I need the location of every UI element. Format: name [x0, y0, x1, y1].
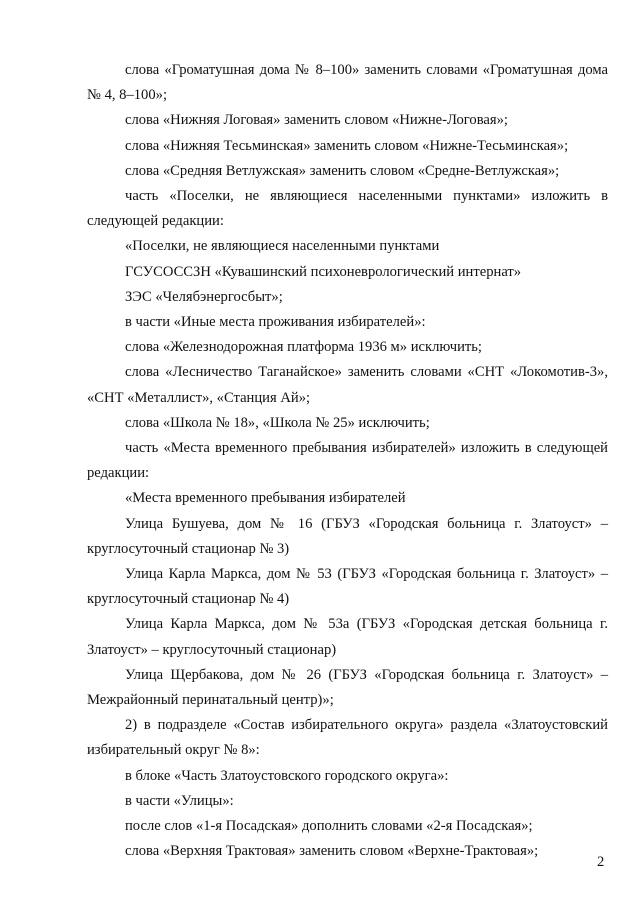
- paragraph-poselki-heading: «Поселки, не являющиеся населенными пунктами: [125, 238, 440, 255]
- paragraph-sredne-vetluzhskaya: слова «Средняя Ветлужская» заменить словом «Средне-Ветлужская»;: [125, 162, 560, 179]
- paragraph-verkhne-traktovaya: слова «Верхняя Трактовая» заменить словом «Верхне-Трактовая»;: [125, 843, 539, 860]
- paragraph-karla-marksa-53a: Улица Карла Маркса, дом № 53а (ГБУЗ «Городская детская больница г. Златоуст» – круглосуточный стационар): [87, 616, 608, 658]
- paragraph-platforma: слова «Железнодорожная платформа 1936 м» исключить;: [125, 339, 482, 356]
- document-body: [87, 58, 608, 865]
- paragraph-shkola: слова «Школа № 18», «Школа № 25» исключить;: [125, 414, 430, 431]
- paragraph-poselki-intro: часть «Поселки, не являющиеся населенными пунктами» изложить в следующей редакции:: [87, 188, 608, 230]
- paragraph-gromatushnaya: слова «Громатушная дома № 8–100» заменить словами «Громатушная дома № 4, 8–100»;: [87, 62, 608, 104]
- paragraph-blok-chast: в блоке «Часть Златоустовского городского округа»:: [125, 767, 449, 784]
- page-number: 2: [597, 854, 605, 870]
- paragraph-chast-ulitsy: в части «Улицы»:: [125, 792, 234, 809]
- paragraph-shcherbakova: Улица Щербакова, дом № 26 (ГБУЗ «Городская больница г. Златоуст» – Межрайонный перинатальный центр)»;: [87, 666, 608, 709]
- paragraph-bushueva: Улица Бушуева, дом № 16 (ГБУЗ «Городская больница г. Златоуст» – круглосуточный стационар № 3): [87, 515, 608, 557]
- paragraph-inye-mesta: в части «Иные места проживания избирателей»:: [125, 314, 426, 331]
- paragraph-nizhne-logovaya: слова «Нижняя Логовая» заменить словом «Нижне-Логовая»;: [125, 112, 508, 129]
- paragraph-karla-marksa-53: Улица Карла Маркса, дом № 53 (ГБУЗ «Городская больница г. Златоуст» – круглосуточный стационар № 4): [87, 566, 608, 608]
- paragraph-nizhne-tesminskaya: слова «Нижняя Тесьминская» заменить словом «Нижне-Тесьминская»;: [125, 137, 569, 154]
- paragraph-gsusosszn: ГСУСОССЗН «Кувашинский психоневрологический интернат»: [125, 263, 522, 280]
- paragraph-posadskaya: после слов «1-я Посадская» дополнить словами «2-я Посадская»;: [125, 818, 533, 835]
- paragraph-lesnichestvo: слова «Лесничество Таганайское» заменить словами «СНТ «Локомотив-3», «СНТ «Металлист», «Станция Ай»;: [87, 364, 608, 406]
- paragraph-zes: ЗЭС «Челябэнергосбыт»;: [125, 288, 283, 305]
- paragraph-okrug-8: 2) в подразделе «Состав избирательного округа» раздела «Златоустовский избирательный округ № 8»:: [87, 717, 608, 759]
- paragraph-mesta-heading: «Места временного пребывания избирателей: [125, 490, 406, 507]
- paragraph-mesta-intro: часть «Места временного пребывания избирателей» изложить в следующей редакции:: [87, 440, 608, 482]
